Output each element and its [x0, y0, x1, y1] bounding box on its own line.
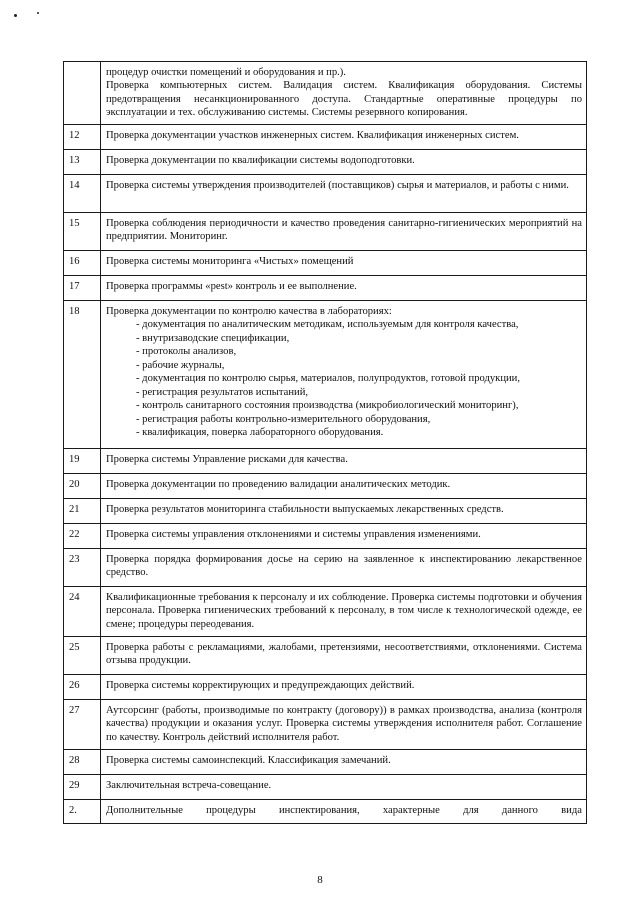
scan-speck [37, 12, 39, 14]
row-number: 29 [64, 775, 101, 800]
row-text: Проверка системы управления отклонениями и системы управления изменениями. [101, 524, 587, 549]
table-row [64, 276, 587, 301]
row-text: Квалификационные требования к персоналу и их соблюдение. Проверка системы подготовки и обучения персонала. Проверка гигиенических требований к персоналу, в том числе к технологической одежде, ее смене; процедуры переодевания. [101, 587, 587, 637]
table-row [64, 301, 587, 449]
table-row [64, 549, 587, 587]
row-text: Проверка системы корректирующих и предупреждающих действий. [101, 675, 587, 700]
table-row [64, 775, 587, 800]
lab-docs-item: - регистрация результатов испытаний, [136, 386, 309, 398]
row-number: 22 [64, 524, 101, 549]
row-text [101, 301, 587, 449]
table-row [64, 150, 587, 175]
row-number: 20 [64, 474, 101, 499]
row-number: 17 [64, 276, 101, 301]
table-row [64, 213, 587, 251]
word: данного [501, 805, 538, 816]
word: инспектирования, [278, 805, 360, 816]
row-number: 24 [64, 587, 101, 637]
row-number: 16 [64, 251, 101, 276]
row-text: Проверка системы утверждения производителей (поставщиков) сырья и материалов, и работы с ними. [101, 175, 587, 213]
row-text: Проверка системы Управление рисками для качества. [101, 449, 587, 474]
lab-docs-item: - рабочие журналы, [136, 359, 225, 371]
row-text: Аутсорсинг (работы, производимые по контракту (договору)) в рамках производства, анализа (контроля качества) продукции и оказания услуг. Проверка системы утверждения исполнителя работ. Соглашение по качеству. Контроль действий исполнителя работ. [101, 700, 587, 750]
table-row [64, 499, 587, 524]
row-number: 27 [64, 700, 101, 750]
row-number: 14 [64, 175, 101, 213]
lab-docs-item: - документация по аналитическим методикам, используемым для контроля качества, [136, 319, 519, 331]
row-number: 28 [64, 750, 101, 775]
row-text: Проверка системы самоинспекций. Классификация замечаний. [101, 750, 587, 775]
table-row [64, 700, 587, 750]
inspection-procedures-table [63, 61, 587, 824]
row-number: 21 [64, 499, 101, 524]
table-row [64, 251, 587, 276]
row-text: Проверка порядка формирования досье на серию на заявленное к инспектированию лекарственное средство. [101, 549, 587, 587]
row-number: 25 [64, 637, 101, 675]
row-text: Проверка программы «pest» контроль и ее выполнение. [101, 276, 587, 301]
row-text: Проверка работы с рекламациями, жалобами, претензиями, несоответствиями, отклонениями. Система отзыва продукции. [101, 637, 587, 675]
continuation-line: процедур очистки помещений и оборудования и пр.). [106, 67, 346, 78]
continuation-line: Проверка компьютерных систем. Валидация систем. Квалификация оборудования. Системы предотвращения несанкционированного доступа. Стандартные оперативные процедуры по эксплуатации и тех. обслуживанию системы. Системы резервного копирования. [106, 80, 582, 119]
row-number: 2. [64, 800, 101, 824]
table-row [64, 800, 587, 824]
table-row [64, 637, 587, 675]
lab-docs-item: - протоколы анализов, [136, 346, 237, 358]
table-row [64, 62, 587, 125]
row-number [64, 62, 101, 125]
word: Дополнительные [106, 805, 183, 816]
row-text: Проверка документации участков инженерных систем. Квалификация инженерных систем. [101, 125, 587, 150]
table-row [64, 587, 587, 637]
lab-docs-item: - регистрация работы контрольно-измерительного оборудования, [136, 413, 431, 425]
table-row [64, 175, 587, 213]
scan-speck [14, 14, 17, 17]
row-number: 19 [64, 449, 101, 474]
row-text: Проверка документации по квалификации системы водоподготовки. [101, 150, 587, 175]
word: вида [561, 805, 582, 816]
lab-docs-item: - документация по контролю сырья, материалов, полупродуктов, готовой продукции, [136, 373, 520, 385]
row-text: Проверка документации по проведению валидации аналитических методик. [101, 474, 587, 499]
lab-docs-intro: Проверка документации по контролю качества в лабораториях: [106, 306, 392, 317]
row-number: 26 [64, 675, 101, 700]
row-text: Проверка соблюдения периодичности и качество проведения санитарно-гигиенических мероприятий на предприятии. Мониторинг. [101, 213, 587, 251]
word: характерные [382, 805, 440, 816]
row-number: 15 [64, 213, 101, 251]
table-row [64, 474, 587, 499]
page-number: 8 [317, 874, 323, 886]
word: для [463, 805, 479, 816]
lab-docs-item: - контроль санитарного состояния производства (микробиологический мониторинг), [136, 400, 519, 412]
lab-docs-item: - квалификация, поверка лабораторного оборудования. [136, 427, 384, 439]
row-text [101, 800, 587, 824]
table-row [64, 675, 587, 700]
row-number: 13 [64, 150, 101, 175]
row-number: 23 [64, 549, 101, 587]
additional-procedures-line [106, 804, 582, 817]
row-text: Заключительная встреча-совещание. [101, 775, 587, 800]
row-text: Проверка системы мониторинга «Чистых» помещений [101, 251, 587, 276]
lab-docs-item: - внутризаводские спецификации, [136, 332, 290, 344]
row-number: 12 [64, 125, 101, 150]
row-text: Проверка результатов мониторинга стабильности выпускаемых лекарственных средств. [101, 499, 587, 524]
row-text [101, 62, 587, 125]
table-row [64, 449, 587, 474]
table-row [64, 524, 587, 549]
row-number: 18 [64, 301, 101, 449]
table-row [64, 750, 587, 775]
word: процедуры [206, 805, 256, 816]
table-row [64, 125, 587, 150]
